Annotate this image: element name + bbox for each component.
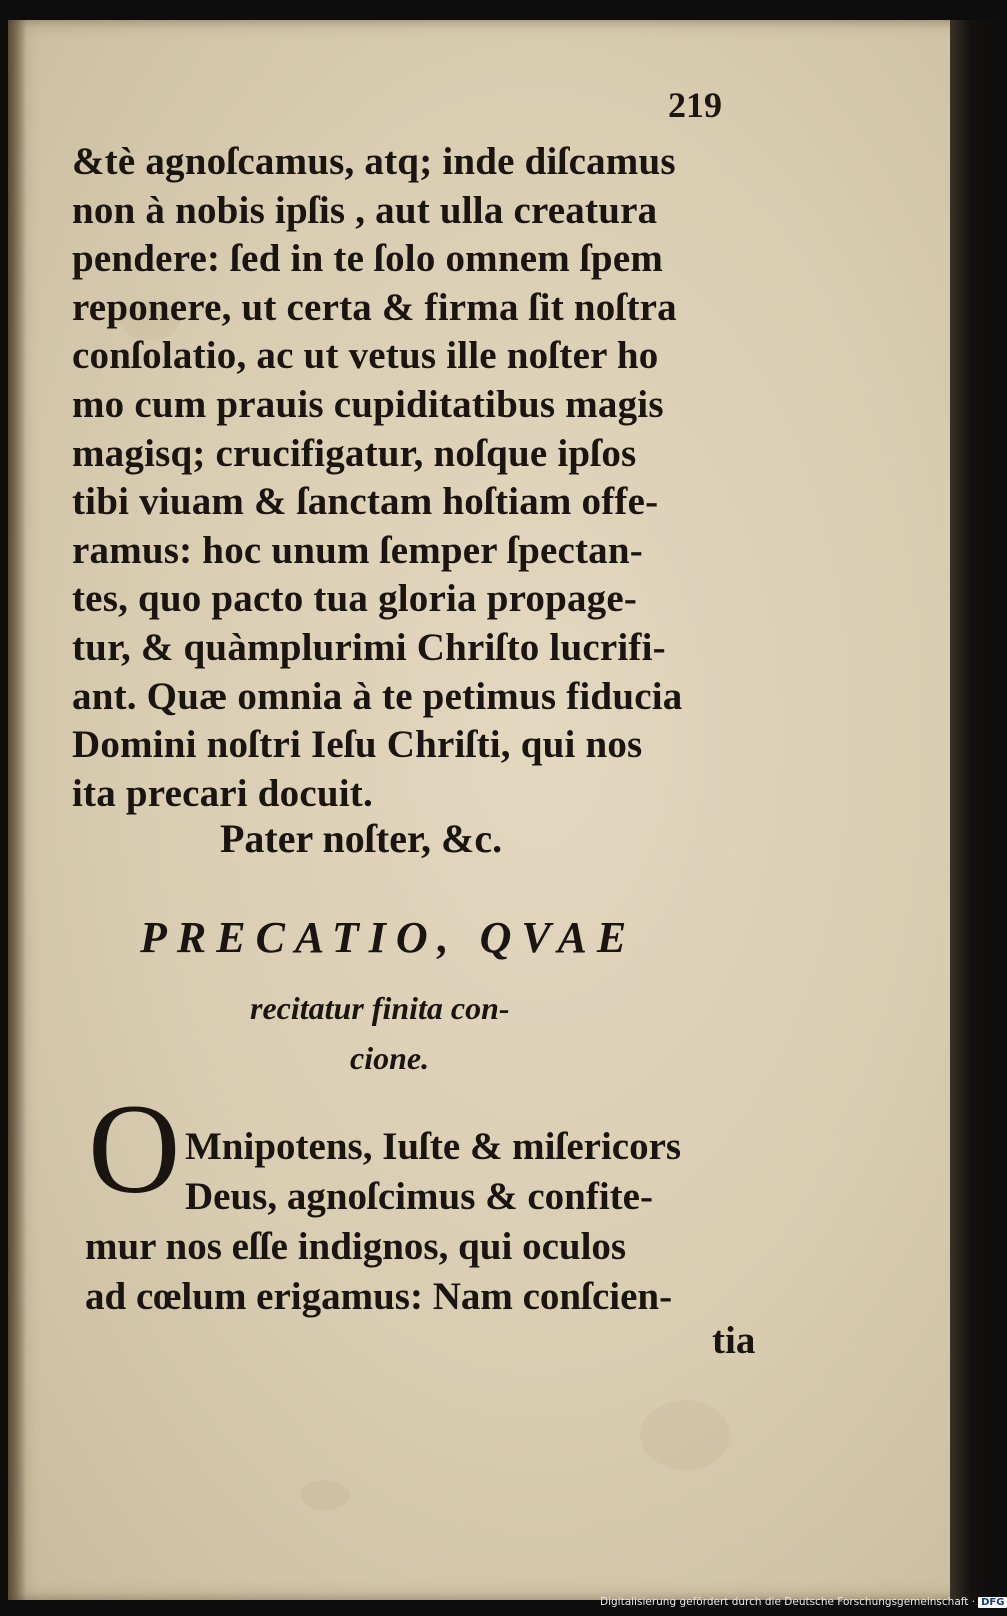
credit-text: Digitalisierung gefördert durch die Deutsche Forschungsgemeinschaft · (600, 1596, 976, 1608)
page-number: 219 (668, 85, 722, 125)
page-gutter-shadow (8, 20, 26, 1600)
text-line: reponere, ut certa & firma ſit noſtra (72, 285, 677, 329)
text-line: ant. Quæ omnia à te petimus fiducia (72, 674, 683, 718)
drop-cap: O (88, 1078, 181, 1220)
page-edge (950, 20, 1000, 1600)
text-line: magisq; crucifigatur, noſque ipſos (72, 431, 637, 475)
prayer-paragraph (85, 1222, 765, 1322)
text-line: mur nos eſſe indignos, qui oculos (85, 1225, 627, 1268)
text-line: tibi viuam & ſanctam hoſtiam offe- (72, 480, 659, 524)
text-line: non à nobis ipſis , aut ulla creatura (72, 188, 658, 232)
section-subheading: recitatur finita con- (250, 990, 510, 1026)
prayer-paragraph-indented (185, 1122, 765, 1222)
text-line: ita precari docuit. (72, 771, 373, 815)
dfg-logo: DFG (978, 1597, 1007, 1608)
text-line: mo cum prauis cupiditatibus magis (72, 382, 664, 426)
digitization-credit (600, 1596, 1005, 1614)
text-line: Mnipotens, Iuſte & miſericors (185, 1125, 682, 1168)
text-line: pendere: ſed in te ſolo omnem ſpem (72, 237, 664, 281)
paper-stain (300, 1480, 350, 1510)
paper-stain (640, 1400, 730, 1470)
prayer-text-block (72, 138, 752, 818)
text-line: tes, quo pacto tua gloria propage- (72, 577, 638, 621)
text-line: conſolatio, ac ut vetus ille noſter ho (72, 334, 659, 378)
text-line: Deus, agnoſcimus & confite- (185, 1175, 653, 1218)
section-subheading: cione. (350, 1040, 430, 1076)
section-heading: PRECATIO, QVAE (140, 913, 637, 962)
text-line: ad cœlum erigamus: Nam conſcien- (85, 1275, 673, 1318)
text-line: Domini noſtri Ieſu Chriſti, qui nos (72, 723, 643, 767)
text-line: ramus: hoc unum ſemper ſpectan- (72, 528, 643, 572)
text-line: tur, & quàmplurimi Chriſto lucrifi- (72, 625, 666, 669)
text-line: &tè agnoſcamus, atq; inde diſcamus (72, 140, 676, 183)
pater-noster-line: Pater noſter, &c. (220, 816, 503, 861)
catchword: tia (712, 1319, 756, 1362)
